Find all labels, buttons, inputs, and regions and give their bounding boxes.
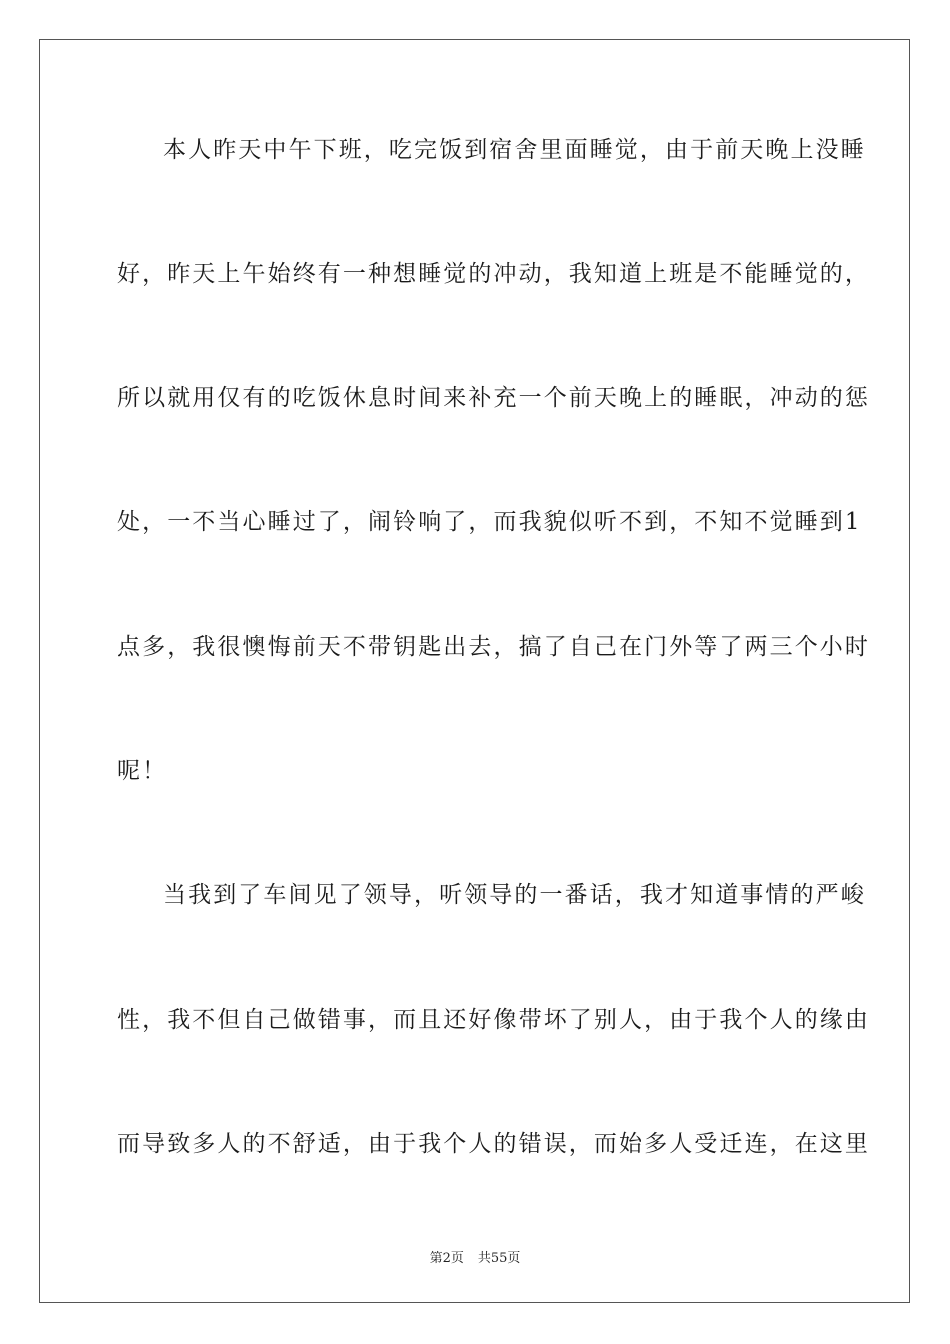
page-border — [39, 39, 910, 1303]
total-pages: 共55页 — [477, 1251, 521, 1266]
page-number: 第2页 — [429, 1251, 464, 1266]
paragraph-1-line-1: 本人昨天中午下班，吃完饭到宿舍里面睡觉，由于前天晚上没睡 — [163, 137, 866, 163]
page-footer — [0, 1247, 950, 1266]
paragraph-1-line-4: 处，一不当心睡过了，闹铃响了，而我貌似听不到，不知不觉睡到1 — [117, 509, 862, 535]
paragraph-1-line-2: 好，昨天上午始终有一种想睡觉的冲动，我知道上班是不能睡觉的， — [117, 261, 870, 287]
paragraph-2-line-1: 当我到了车间见了领导，听领导的一番话，我才知道事情的严峻 — [163, 882, 866, 908]
paragraph-1-line-6: 呢！ — [117, 758, 168, 784]
paragraph-2-line-3: 而导致多人的不舒适，由于我个人的错误，而始多人受迁连，在这里 — [117, 1131, 870, 1157]
paragraph-1-line-5: 点多，我很懊悔前天不带钥匙出去，搞了自己在门外等了两三个小时 — [117, 634, 870, 660]
paragraph-2-line-2: 性，我不但自己做错事，而且还好像带坏了别人，由于我个人的缘由 — [117, 1007, 870, 1033]
paragraph-1-line-3: 所以就用仅有的吃饭休息时间来补充一个前天晚上的睡眠，冲动的惩 — [117, 385, 870, 411]
